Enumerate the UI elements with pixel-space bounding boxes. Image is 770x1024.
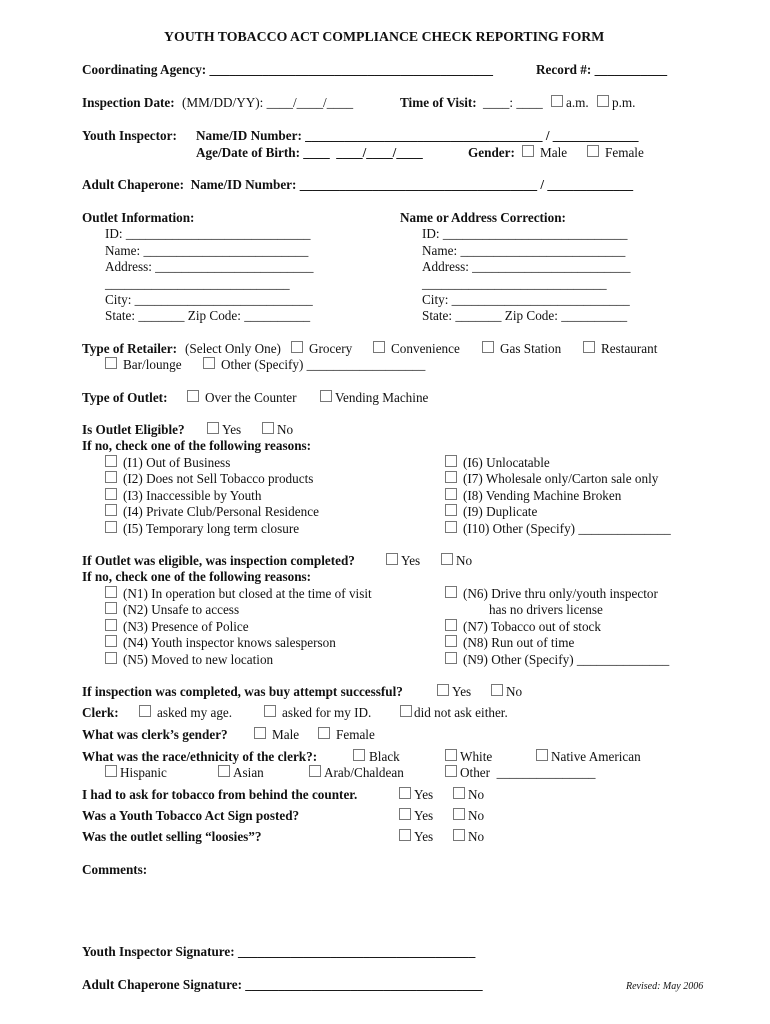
outlet-info-label: Outlet Information: <box>82 210 195 225</box>
reason-n5-label: (N5) Moved to new location <box>123 652 274 667</box>
clerk-male-label: Male <box>272 727 300 742</box>
convenience-checkbox[interactable] <box>373 341 385 353</box>
retailer-type-hint: (Select Only One) <box>185 341 281 356</box>
over-counter-checkbox[interactable] <box>187 390 199 402</box>
completed-yes-checkbox[interactable] <box>386 553 398 565</box>
arab-chaldean-label: Arab/Chaldean <box>324 765 404 780</box>
white-checkbox[interactable] <box>445 749 457 761</box>
outlet-address-field[interactable]: Address: ________________________ <box>105 259 314 274</box>
vending-machine-checkbox[interactable] <box>320 390 332 402</box>
pm-checkbox[interactable] <box>597 95 609 107</box>
record-number-field[interactable]: Record #: ___________ <box>536 62 668 77</box>
reason-i10-field[interactable]: (I10) Other (Specify) ______________ <box>463 521 671 536</box>
reason-i8-label: (I8) Vending Machine Broken <box>463 488 622 503</box>
native-american-checkbox[interactable] <box>536 749 548 761</box>
asked-age-checkbox[interactable] <box>139 705 151 717</box>
asked-age-label: asked my age. <box>157 705 233 720</box>
completed-reasons-label: If no, check one of the following reasons: <box>82 569 312 584</box>
reason-n2-checkbox[interactable] <box>105 602 117 614</box>
outlet-city-field[interactable]: City: ___________________________ <box>105 292 313 307</box>
reason-i2-checkbox[interactable] <box>105 471 117 483</box>
did-not-ask-label: did not ask either. <box>414 705 508 720</box>
youth-inspector-label: Youth Inspector: <box>82 128 177 143</box>
reason-i9-checkbox[interactable] <box>445 504 457 516</box>
correction-state-zip-field[interactable]: State: _______ Zip Code: __________ <box>422 308 628 323</box>
revised-date: Revised: May 2006 <box>626 981 704 992</box>
clerk-label: Clerk: <box>82 705 119 720</box>
youth-inspector-age-field[interactable]: Age/Date of Birth: ____ ____/____/____ <box>196 145 423 160</box>
reason-n3-label: (N3) Presence of Police <box>123 619 249 634</box>
reason-i4-label: (I4) Private Club/Personal Residence <box>123 504 319 519</box>
outlet-state-zip-field[interactable]: State: _______ Zip Code: __________ <box>105 308 311 323</box>
reason-i6-label: (I6) Unlocatable <box>463 455 550 470</box>
buy-no-label: No <box>506 684 523 699</box>
asian-label: Asian <box>233 765 264 780</box>
outlet-type-label: Type of Outlet: <box>82 390 168 405</box>
sign-posted-label: Was a Youth Tobacco Act Sign posted? <box>82 808 300 823</box>
sign-posted-no-label: No <box>468 808 485 823</box>
loosies-yes-checkbox[interactable] <box>399 829 411 841</box>
correction-id-field[interactable]: ID: ____________________________ <box>422 226 628 241</box>
inspector-female-checkbox[interactable] <box>587 145 599 157</box>
inspection-date-label: Inspection Date: <box>82 95 175 110</box>
reason-n8-checkbox[interactable] <box>445 635 457 647</box>
clerk-gender-label: What was clerk’s gender? <box>82 727 228 742</box>
asian-checkbox[interactable] <box>218 765 230 777</box>
race-other-field[interactable]: Other _______________ <box>460 765 596 780</box>
reason-i10-checkbox[interactable] <box>445 521 457 533</box>
behind-counter-yes-label: Yes <box>414 787 434 802</box>
behind-counter-no-checkbox[interactable] <box>453 787 465 799</box>
restaurant-checkbox[interactable] <box>583 341 595 353</box>
reason-i7-checkbox[interactable] <box>445 471 457 483</box>
native-american-label: Native American <box>551 749 641 764</box>
loosies-no-label: No <box>468 829 485 844</box>
am-label: a.m. <box>566 95 589 110</box>
buy-attempt-label: If inspection was completed, was buy attempt successful? <box>82 684 403 699</box>
eligible-reasons-label: If no, check one of the following reasons: <box>82 438 312 453</box>
comments-label: Comments: <box>82 862 148 877</box>
grocery-label: Grocery <box>309 341 353 356</box>
gas-station-checkbox[interactable] <box>482 341 494 353</box>
reason-n7-label: (N7) Tobacco out of stock <box>463 619 601 634</box>
outlet-name-field[interactable]: Name: _________________________ <box>105 243 309 258</box>
inspector-male-label: Male <box>540 145 568 160</box>
vending-machine-label: Vending Machine <box>335 390 429 405</box>
bar-lounge-label: Bar/lounge <box>123 357 182 372</box>
reason-i6-checkbox[interactable] <box>445 455 457 467</box>
correction-city-field[interactable]: City: ___________________________ <box>422 292 630 307</box>
asked-id-label: asked for my ID. <box>282 705 372 720</box>
reason-n9-checkbox[interactable] <box>445 652 457 664</box>
sign-posted-yes-label: Yes <box>414 808 434 823</box>
reason-i3-checkbox[interactable] <box>105 488 117 500</box>
eligible-no-label: No <box>277 422 294 437</box>
reason-n4-label: (N4) Youth inspector knows salesperson <box>123 635 336 650</box>
time-of-visit-label: Time of Visit: <box>400 95 477 110</box>
gas-station-label: Gas Station <box>500 341 562 356</box>
eligible-yes-checkbox[interactable] <box>207 422 219 434</box>
loosies-no-checkbox[interactable] <box>453 829 465 841</box>
white-label: White <box>460 749 493 764</box>
reason-i1-label: (I1) Out of Business <box>123 455 231 470</box>
completed-no-label: No <box>456 553 473 568</box>
loosies-label: Was the outlet selling “loosies”? <box>82 829 262 844</box>
correction-address-field[interactable]: Address: ________________________ <box>422 259 631 274</box>
restaurant-label: Restaurant <box>601 341 658 356</box>
reason-i5-label: (I5) Temporary long term closure <box>123 521 300 536</box>
retailer-type-label: Type of Retailer: <box>82 341 177 356</box>
buy-no-checkbox[interactable] <box>491 684 503 696</box>
reason-i3-label: (I3) Inaccessible by Youth <box>123 488 262 503</box>
retailer-other-field[interactable]: Other (Specify) __________________ <box>221 357 426 372</box>
behind-counter-label: I had to ask for tobacco from behind the counter. <box>82 787 358 802</box>
buy-yes-checkbox[interactable] <box>437 684 449 696</box>
pm-label: p.m. <box>612 95 636 110</box>
sign-posted-no-checkbox[interactable] <box>453 808 465 820</box>
buy-yes-label: Yes <box>452 684 472 699</box>
black-label: Black <box>369 749 400 764</box>
reason-n5-checkbox[interactable] <box>105 652 117 664</box>
reason-n6-label-cont: has no drivers license <box>489 602 603 617</box>
completed-no-checkbox[interactable] <box>441 553 453 565</box>
coordinating-agency-field[interactable]: Coordinating Agency: ___________________________________________ <box>82 62 494 77</box>
outlet-id-field[interactable]: ID: ____________________________ <box>105 226 311 241</box>
inspection-date-field[interactable]: (MM/DD/YY): ____/____/____ <box>182 95 354 110</box>
inspector-female-label: Female <box>605 145 644 160</box>
reason-n4-checkbox[interactable] <box>105 635 117 647</box>
correction-name-field[interactable]: Name: _________________________ <box>422 243 626 258</box>
time-of-visit-field[interactable]: ____: ____ <box>483 95 543 110</box>
reason-n6-label: (N6) Drive thru only/youth inspector <box>463 586 658 601</box>
black-checkbox[interactable] <box>353 749 365 761</box>
reason-n6-checkbox[interactable] <box>445 586 457 598</box>
hispanic-checkbox[interactable] <box>105 765 117 777</box>
eligible-label: Is Outlet Eligible? <box>82 422 185 437</box>
arab-chaldean-checkbox[interactable] <box>309 765 321 777</box>
reason-i8-checkbox[interactable] <box>445 488 457 500</box>
form-title: YOUTH TOBACCO ACT COMPLIANCE CHECK REPORTING FORM <box>164 29 605 44</box>
clerk-female-checkbox[interactable] <box>318 727 330 739</box>
completed-yes-label: Yes <box>401 553 421 568</box>
convenience-label: Convenience <box>391 341 460 356</box>
sign-posted-yes-checkbox[interactable] <box>399 808 411 820</box>
behind-counter-no-label: No <box>468 787 485 802</box>
outlet-address-line2[interactable]: ____________________________ <box>105 276 290 291</box>
reason-n7-checkbox[interactable] <box>445 619 457 631</box>
reason-i2-label: (I2) Does not Sell Tobacco products <box>123 471 314 486</box>
reason-n1-label: (N1) In operation but closed at the time of visit <box>123 586 372 601</box>
reason-n1-checkbox[interactable] <box>105 586 117 598</box>
asked-id-checkbox[interactable] <box>264 705 276 717</box>
adult-signature-field[interactable]: Adult Chaperone Signature: ____________________________________ <box>82 977 483 992</box>
clerk-female-label: Female <box>336 727 375 742</box>
reason-i1-checkbox[interactable] <box>105 455 117 467</box>
reason-n8-label: (N8) Run out of time <box>463 635 575 650</box>
race-other-checkbox[interactable] <box>445 765 457 777</box>
correction-address-line2[interactable]: ____________________________ <box>422 276 607 291</box>
reason-i7-label: (I7) Wholesale only/Carton sale only <box>463 471 659 486</box>
gender-label: Gender: <box>468 145 515 160</box>
reason-i5-checkbox[interactable] <box>105 521 117 533</box>
grocery-checkbox[interactable] <box>291 341 303 353</box>
behind-counter-yes-checkbox[interactable] <box>399 787 411 799</box>
reason-n9-field[interactable]: (N9) Other (Specify) ______________ <box>463 652 670 667</box>
bar-lounge-checkbox[interactable] <box>105 357 117 369</box>
am-checkbox[interactable] <box>551 95 563 107</box>
reason-i4-checkbox[interactable] <box>105 504 117 516</box>
reason-n2-label: (N2) Unsafe to access <box>123 602 240 617</box>
adult-chaperone-field[interactable]: Adult Chaperone: Name/ID Number: ____________________________________ / _____________ <box>82 177 634 192</box>
over-counter-label: Over the Counter <box>205 390 297 405</box>
inspector-male-checkbox[interactable] <box>522 145 534 157</box>
eligible-yes-label: Yes <box>222 422 242 437</box>
race-label: What was the race/ethnicity of the clerk?: <box>82 749 318 764</box>
youth-inspector-name-field[interactable]: Name/ID Number: ____________________________________ / _____________ <box>196 128 639 143</box>
did-not-ask-checkbox[interactable] <box>400 705 412 717</box>
correction-label: Name or Address Correction: <box>400 210 566 225</box>
youth-signature-field[interactable]: Youth Inspector Signature: ____________________________________ <box>82 944 476 959</box>
loosies-yes-label: Yes <box>414 829 434 844</box>
clerk-male-checkbox[interactable] <box>254 727 266 739</box>
reason-n3-checkbox[interactable] <box>105 619 117 631</box>
retailer-other-checkbox[interactable] <box>203 357 215 369</box>
eligible-no-checkbox[interactable] <box>262 422 274 434</box>
hispanic-label: Hispanic <box>120 765 167 780</box>
completed-label: If Outlet was eligible, was inspection completed? <box>82 553 355 568</box>
reason-i9-label: (I9) Duplicate <box>463 504 538 519</box>
